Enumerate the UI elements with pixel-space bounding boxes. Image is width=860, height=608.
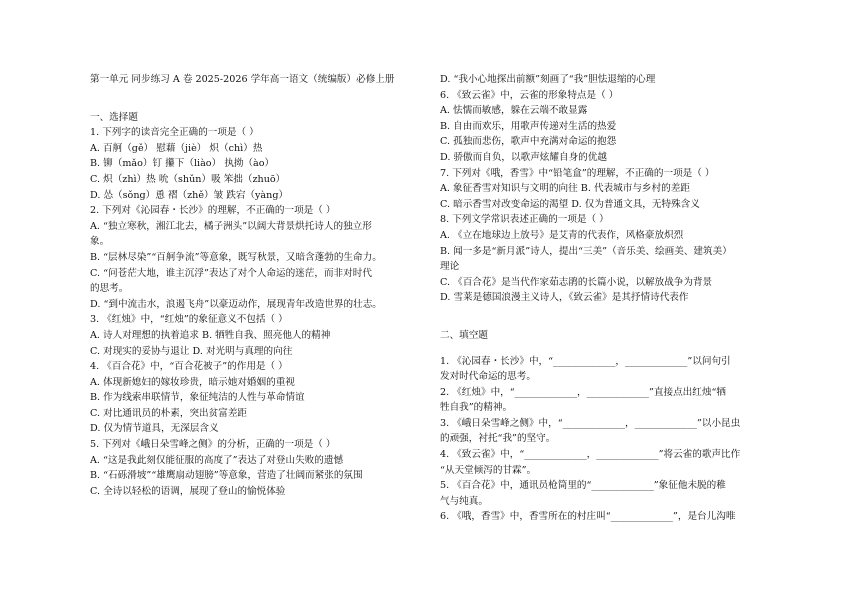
option-line: 理论 xyxy=(440,261,460,273)
option-line: A. 怯懦而敏感，躲在云端不敢显露 xyxy=(440,105,588,117)
option-line: A. 百舸（gě） 慰藉（jiè） 炽（chì）热 xyxy=(90,142,263,154)
fill-question-line: 牲自我”的精神。 xyxy=(440,402,513,414)
option-line: C. “问苍茫大地，谁主沉浮”表达了对个人命运的迷茫，而非对时代 xyxy=(90,267,372,279)
question-line: 8. 下列文学常识表述正确的一项是（ ） xyxy=(440,214,609,226)
fill-question-line: “从天堂倾泻的甘霖”。 xyxy=(440,464,537,476)
question-line: 1. 下列字的读音完全正确的一项是（ ） xyxy=(90,127,259,139)
option-line: D. 骄傲而自负，以歌声炫耀自身的优越 xyxy=(440,151,607,163)
option-line: 的思考。 xyxy=(90,283,129,295)
fill-question-line: 1. 《沁园春・长沙》中，“_____________，_____________”以问句引 xyxy=(440,355,731,367)
question-line: 6. 《致云雀》中，云雀的形象特点是（ ） xyxy=(440,89,619,101)
option-line: B. “层林尽染”“百舸争流”等意象，既写秋景，又暗含蓬勃的生命力。 xyxy=(90,251,382,263)
question-line: 2. 下列对《沁园春・长沙》的理解，不正确的一项是（ ） xyxy=(90,205,336,217)
option-line: A. “独立寒秋，湘江北去，橘子洲头”以阔大背景烘托诗人的独立形 xyxy=(90,220,372,232)
option-line: C. 《百合花》是当代作家茹志鹃的长篇小说，以解放战争为背景 xyxy=(440,276,713,288)
option-line: C. 对现实的妥协与退让 D. 对光明与真理的向往 xyxy=(90,345,293,357)
option-line: B. 作为线索串联情节，象征纯洁的人性与革命情谊 xyxy=(90,392,305,404)
option-line: C. 孤独而悲伤，歌声中充满对命运的抱怨 xyxy=(440,136,617,148)
option-line: C. 暗示香雪对改变命运的渴望 D. 仅为普通文具，无特殊含义 xyxy=(440,198,700,210)
option-line: 象。 xyxy=(90,236,110,248)
right-column xyxy=(440,72,772,525)
question-line: 7. 下列对《哦，香雪》中“铅笔盒”的理解，不正确的一项是（ ） xyxy=(440,167,715,179)
fill-question-line: 4. 《致云雀》中，“_____________，_____________”将云雀的歌声比作 xyxy=(440,449,741,461)
option-line: D. 雪莱是德国浪漫主义诗人，《致云雀》是其抒情诗代表作 xyxy=(440,292,689,304)
section-heading-fill: 二、填空题 xyxy=(440,329,488,341)
option-line: D. “我小心地探出前额”刻画了“我”胆怯退缩的心理 xyxy=(440,74,656,85)
document-title: 第一单元 同步练习 A 卷 2025-2026 学年高一语文（统编版）必修上册 xyxy=(90,74,395,85)
option-line: B. 闻一多是“新月派”诗人，提出“三美”（音乐美、绘画美、建筑美） xyxy=(440,245,732,257)
option-line: B. “石砾滑坡”“雄鹰扇动翅膀”等意象，营造了壮阔而紧张的氛围 xyxy=(90,470,363,482)
fill-question-line: 3. 《峨日朵雪峰之侧》中，“_____________，_____________”以小昆虫 xyxy=(440,417,741,429)
option-line: C. 对比通讯员的朴素，突出贫富差距 xyxy=(90,407,248,419)
question-line: 3. 《红烛》中，“红烛”的象征意义不包括（ ） xyxy=(90,314,288,326)
fill-question-line: 发对时代命运的思考。 xyxy=(440,371,536,383)
option-line: D. 仅为情节道具，无深层含义 xyxy=(90,423,219,435)
section-heading-choice: 一、选择题 xyxy=(90,111,138,123)
option-line: B. 自由而欢乐，用歌声传递对生活的热爱 xyxy=(440,120,617,132)
fill-question-line: 6. 《哦，香雪》中，香雪所在的村庄叫“_____________”，是台儿沟唯 xyxy=(440,511,736,523)
option-line: D. “到中流击水，浪遏飞舟”以豪迈动作，展现青年改造世界的壮志。 xyxy=(90,298,382,310)
option-line: D. 怂（sǒng）恿 褶（zhě）皱 跌宕（yàng） xyxy=(90,189,289,201)
question-line: 4. 《百合花》中，“百合花被子”的作用是（ ） xyxy=(90,361,288,373)
option-line: A. 《立在地球边上放号》是艾青的代表作，风格豪放炽烈 xyxy=(440,229,684,241)
option-line: B. 铆（mǎo）钉 攥下（liào） 执拗（ào） xyxy=(90,158,275,170)
fill-question-line: 5. 《百合花》中，通讯员枪筒里的“_____________”象征他未脱的稚 xyxy=(440,480,726,492)
fill-question-line: 的顽强，衬托“我”的坚守。 xyxy=(440,433,556,445)
option-line: A. “这是我此刻仅能征服的高度了”表达了对登山失败的遗憾 xyxy=(90,454,344,466)
fill-question-line: 气与纯真。 xyxy=(440,495,488,507)
fill-question-line: 2. 《红烛》中，“_____________，_____________”直接点出红烛“牺 xyxy=(440,386,726,398)
option-line: C. 全诗以轻松的语调，展现了登山的愉悦体验 xyxy=(90,485,286,497)
left-column xyxy=(90,72,420,499)
option-line: C. 炽（zhì）热 吮（shǔn）吸 笨拙（zhuō） xyxy=(90,173,286,185)
option-line: A. 诗人对理想的执着追求 B. 牺牲自我、照亮他人的精神 xyxy=(90,329,331,341)
question-line: 5. 下列对《峨日朵雪峰之侧》的分析，正确的一项是（ ） xyxy=(90,439,336,451)
option-line: A. 体现新媳妇的嫁妆珍贵，暗示她对婚姻的重视 xyxy=(90,376,295,388)
option-line: A. 象征香雪对知识与文明的向往 B. 代表城市与乡村的差距 xyxy=(440,183,690,195)
